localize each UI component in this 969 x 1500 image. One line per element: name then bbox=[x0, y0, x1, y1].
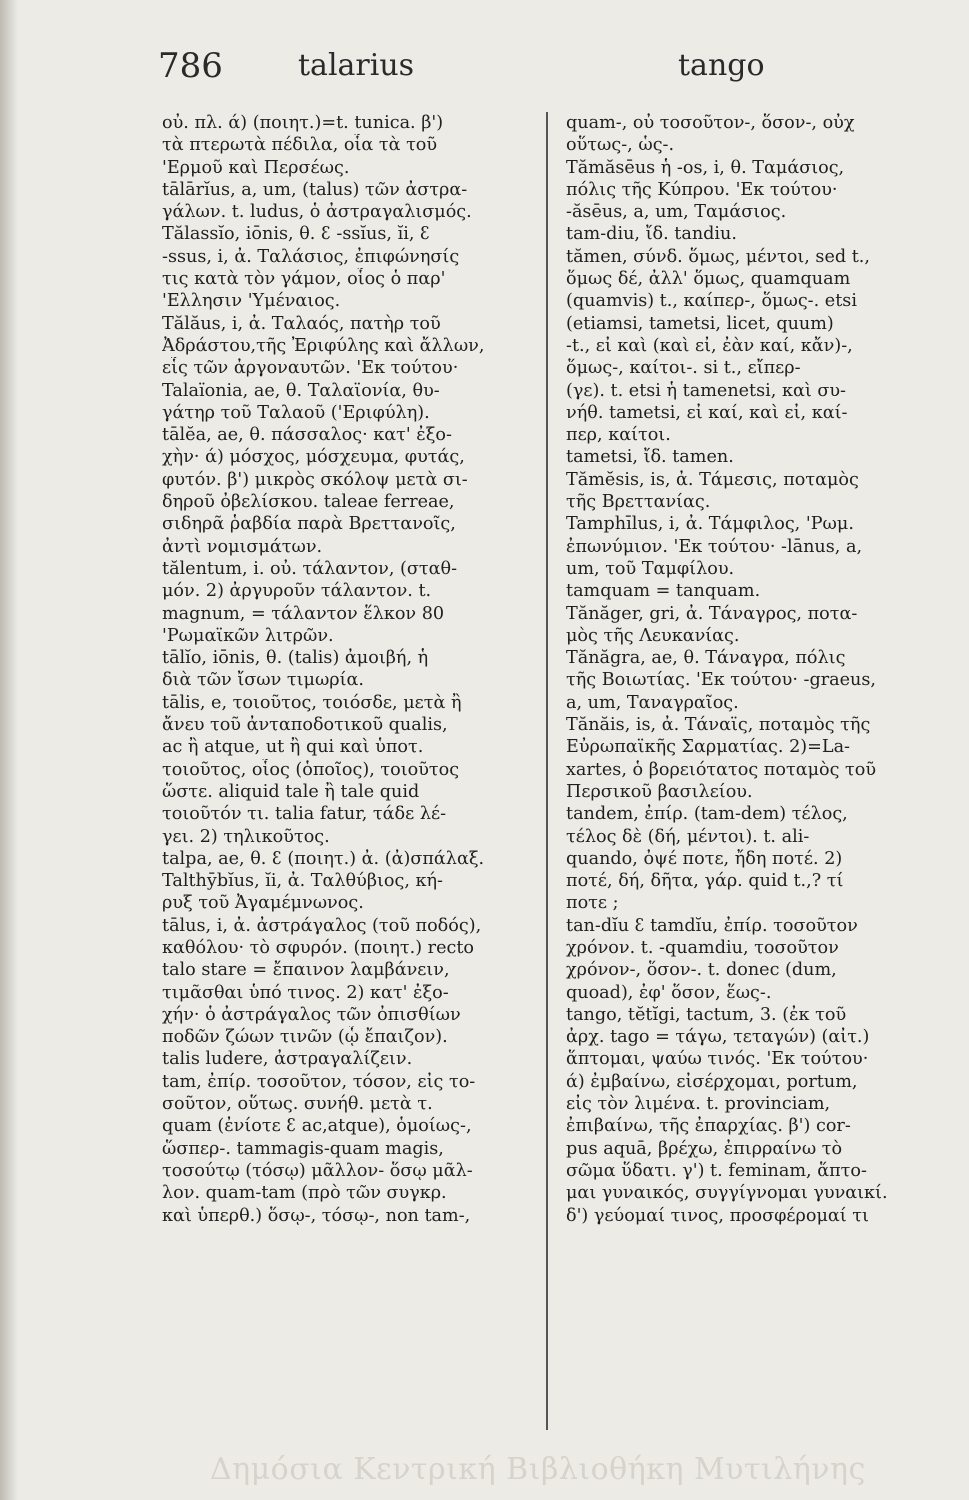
entry-line: -t., εἰ καὶ (καὶ εἰ, ἐὰν καί, κἄν)-, bbox=[566, 335, 853, 356]
entry-line: Εὐρωπαϊκῆς Σαρματίας. 2)=La- bbox=[566, 737, 850, 758]
entry-line: τοσούτῳ (τόσῳ) μᾶλλον- ὅσῳ μᾶλ- bbox=[162, 1160, 473, 1181]
library-watermark: Δημόσια Κεντρική Βιβλιοθήκη Μυτιλήνης bbox=[210, 1452, 866, 1487]
entry-line: γάτηρ τοῦ Ταλαοῦ ('Εριφύλη). bbox=[162, 402, 430, 423]
entry-line: γάλων. t. ludus, ὁ ἀστραγαλισμός. bbox=[162, 202, 472, 223]
entry-line: ρυξ τοῦ Ἀγαμέμνωνος. bbox=[162, 893, 364, 914]
entry-line: talis ludere, ἀστραγαλίζειν. bbox=[162, 1049, 413, 1070]
entry-line: σοῦτον, οὕτως. συνήθ. μετὰ τ. bbox=[162, 1094, 433, 1115]
entry-line: tam, ἐπίρ. τοσοῦτον, τόσον, εἰς το- bbox=[162, 1071, 476, 1092]
entry-line: λον. quam-tam (πρὸ τῶν συγκρ. bbox=[162, 1183, 447, 1204]
entry-line: tamquam = tanquam. bbox=[566, 581, 761, 602]
left-column bbox=[162, 112, 532, 1442]
entry-line: tālis, e, τοιοῦτος, τοιόσδε, μετὰ ἢ bbox=[162, 692, 462, 713]
entry-line: χρόνον. t. -quamdiu, τοσοῦτον bbox=[566, 937, 839, 958]
entry-line: σιδηρᾶ ῥαβδία παρὰ Βρεττανοῖς, bbox=[162, 514, 456, 535]
column-divider bbox=[546, 112, 548, 1430]
right-column bbox=[566, 112, 924, 1442]
entry-line: (quamvis) t., καίπερ-, ὅμως-. etsi bbox=[566, 291, 857, 312]
entry-line: ποδῶν ζώων τινῶν (ᾧ ἔπαιζον). bbox=[162, 1027, 448, 1048]
entry-line: Tămĕsis, is, ἀ. Τάμεσις, ποταμὸς bbox=[566, 469, 859, 490]
entry-line: ἐπιβαίνω, τῆς ἐπαρχίας. β') cor- bbox=[566, 1116, 851, 1137]
entry-line: τοιοῦτόν τι. talia fatur, τάδε λέ- bbox=[162, 804, 447, 825]
entry-line: tandem, ἐπίρ. (tam-dem) τέλος, bbox=[566, 804, 848, 825]
entry-line: τέλος δὲ (δή, μέντοι). t. ali- bbox=[566, 826, 810, 847]
entry-line: τῆς Βοιωτίας. 'Εκ τούτου· -graeus, bbox=[566, 670, 877, 691]
entry-line: ἐπωνύμιον. 'Εκ τούτου· -lānus, a, bbox=[566, 536, 863, 557]
page-number: 786 bbox=[158, 46, 223, 86]
entry-line: Tălăus, i, ἀ. Ταλαός, πατὴρ τοῦ bbox=[162, 313, 441, 334]
entry-line: γει. 2) τηλικοῦτος. bbox=[162, 826, 330, 847]
entry-line: a, um, Ταναγραῖος. bbox=[566, 692, 739, 713]
entry-line: ὅμως-, καίτοι-. si t., εἴπερ- bbox=[566, 358, 801, 379]
entry-line: tan-dĭu ꜫ tamdĭu, ἐπίρ. τοσοῦτον bbox=[566, 915, 858, 936]
entry-line: φυτόν. β') μικρὸς σκόλοψ μετὰ σι- bbox=[162, 469, 468, 490]
entry-line: tam-diu, ἴδ. tandiu. bbox=[566, 224, 737, 245]
left-guide-word: talarius bbox=[298, 48, 415, 83]
entry-line: δ') γεύομαί τινος, προσφέρομαί τι bbox=[566, 1205, 869, 1226]
entry-line: tango, tĕtĭgi, tactum, 3. (ἐκ τοῦ bbox=[566, 1004, 847, 1025]
entry-line: tālĕa, ae, θ. πάσσαλος· κατ' ἐξο- bbox=[162, 425, 452, 446]
entry-line: χήν· ὁ ἀστράγαλος τῶν ὀπισθίων bbox=[162, 1004, 461, 1025]
entry-line: καθόλου· τὸ σφυρόν. (ποιητ.) recto bbox=[162, 937, 475, 958]
entry-line: Talaïonia, ae, θ. Ταλαϊονία, θυ- bbox=[162, 380, 440, 401]
entry-line: τὰ πτερωτὰ πέδιλα, οἷα τὰ τοῦ bbox=[162, 135, 438, 156]
entry-line: Tălassĭo, iōnis, θ. ꜫ -ssĭus, ĭi, ꜫ bbox=[162, 224, 430, 245]
entry-line: pus aquā, βρέχω, ἐπιρραίνω τὸ bbox=[566, 1138, 843, 1159]
entry-line: ὥστε. aliquid tale ἢ tale quid bbox=[162, 781, 420, 802]
entry-line: quam (ἐνίοτε ꜫ ac,atque), ὁμοίως-, bbox=[162, 1116, 472, 1137]
entry-line: 'Ρωμαϊκῶν λιτρῶν. bbox=[162, 625, 334, 646]
entry-line: ἀρχ. tago = τάγω, τεταγών) (αἰτ.) bbox=[566, 1027, 870, 1048]
entry-line: Tănăger, gri, ἀ. Τάναγρος, ποτα- bbox=[566, 603, 858, 624]
entry-line: um, τοῦ Ταμφίλου. bbox=[566, 558, 735, 579]
entry-line: 'Ελλησιν 'Υμέναιος. bbox=[162, 291, 341, 312]
entry-line: (γε). t. etsi ἡ tamenetsi, καὶ συ- bbox=[566, 380, 846, 401]
entry-line: 'Ερμοῦ καὶ Περσέως. bbox=[162, 157, 350, 178]
entry-line: tālārĭus, a, um, (talus) τῶν ἀστρα- bbox=[162, 179, 468, 200]
entry-line: πόλις τῆς Κύπρου. 'Εκ τούτου· bbox=[566, 179, 838, 200]
entry-line: μαι γυναικός, συγγίγνομαι γυναικί. bbox=[566, 1183, 888, 1204]
entry-line: xartes, ὁ βορειότατος ποταμὸς τοῦ bbox=[566, 759, 877, 780]
entry-line: Περσικοῦ βασιλείου. bbox=[566, 781, 753, 802]
entry-line: -ssus, i, ἀ. Ταλάσιος, ἐπιφώνησίς bbox=[162, 246, 460, 267]
entry-line: (etiamsi, tametsi, licet, quum) bbox=[566, 313, 834, 334]
entry-line: εἷς τῶν ἀργοναυτῶν. 'Εκ τούτου· bbox=[162, 358, 459, 379]
entry-line: ποτε ; bbox=[566, 893, 619, 914]
entry-line: ac ἢ atque, ut ἢ qui καὶ ὑποτ. bbox=[162, 737, 424, 758]
entry-line: quoad), ἐφ' ὅσον, ἕως-. bbox=[566, 982, 772, 1003]
entry-line: μὸς τῆς Λευκανίας. bbox=[566, 625, 740, 646]
entry-line: ά) ἐμβαίνω, εἰσέρχομαι, portum, bbox=[566, 1071, 858, 1092]
entry-line: talpa, ae, θ. ꜫ (ποιητ.) ἀ. (ἀ)σπάλαξ. bbox=[162, 848, 485, 869]
entry-line: quam-, οὐ τοσοῦτον-, ὅσον-, οὐχ bbox=[566, 113, 855, 133]
entry-line: νήθ. tametsi, εἰ καί, καὶ εἰ, καί- bbox=[566, 402, 848, 423]
entry-line: Ἀδράστου,τῆς Ἐριφύλης καὶ ἄλλων, bbox=[162, 335, 485, 356]
entry-line: δηροῦ ὀβελίσκου. taleae ferreae, bbox=[162, 492, 455, 513]
entry-line: quando, ὀψέ ποτε, ἤδη ποτέ. 2) bbox=[566, 848, 843, 869]
entry-line: Tănăgra, ae, θ. Τάναγρα, πόλις bbox=[566, 648, 846, 669]
entry-line: τις κατὰ τὸν γάμον, οἷος ὁ παρ' bbox=[162, 269, 446, 290]
entry-line: tametsi, ἴδ. tamen. bbox=[566, 447, 734, 468]
entry-line: τιμᾶσθαι ὑπό τινος. 2) κατ' ἐξο- bbox=[162, 982, 449, 1003]
entry-line: μόν. 2) ἀργυροῦν τάλαντον. t. bbox=[162, 581, 432, 602]
entry-line: ἅπτομαι, ψαύω τινός. 'Εκ τούτου· bbox=[566, 1049, 869, 1070]
entry-line: εἰς τὸν λιμένα. t. provinciam, bbox=[566, 1094, 831, 1115]
entry-line: οὕτως-, ὡς-. bbox=[566, 135, 675, 156]
page-header bbox=[0, 46, 969, 106]
entry-line: talo stare = ἔπαινον λαμβάνειν, bbox=[162, 960, 450, 981]
entry-line: ἀντὶ νομισμάτων. bbox=[162, 536, 323, 557]
entry-line: ἄνευ τοῦ ἀνταποδοτικοῦ qualis, bbox=[162, 715, 448, 736]
entry-line: Talthȳbĭus, ĭi, ἀ. Ταλθύβιος, κή- bbox=[162, 871, 444, 892]
entry-line: Tămăsēus ἡ -os, i, θ. Ταμάσιος, bbox=[566, 157, 845, 178]
entry-line: Tănăis, is, ἀ. Τάναϊς, ποταμὸς τῆς bbox=[566, 715, 871, 736]
entry-line: χὴν· ά) μόσχος, μόσχευμα, φυτάς, bbox=[162, 447, 465, 468]
entry-line: ὅμως δέ, ἀλλ' ὅμως, quamquam bbox=[566, 269, 851, 290]
entry-line: magnum, = τάλαντον ἕλκον 80 bbox=[162, 603, 445, 624]
entry-line: tālus, i, ἀ. ἀστράγαλος (τοῦ ποδός), bbox=[162, 915, 482, 936]
entry-line: καὶ ὑπερθ.) ὅσῳ-, τόσῳ-, non tam-, bbox=[162, 1205, 471, 1226]
entry-line: Tamphīlus, i, ἀ. Τάμφιλος, 'Ρωμ. bbox=[566, 514, 854, 535]
entry-line: tālĭo, iōnis, θ. (talis) ἀμοιβή, ἡ bbox=[162, 648, 429, 669]
right-guide-word: tango bbox=[678, 48, 765, 83]
entry-line: οὐ. πλ. ά) (ποιητ.)=t. tunica. β') bbox=[162, 113, 444, 133]
entry-line: τῆς Βρεττανίας. bbox=[566, 492, 711, 513]
entry-line: διὰ τῶν ἴσων τιμωρία. bbox=[162, 670, 365, 691]
entry-line: σῶμα ὕδατι. γ') t. feminam, ἅπτο- bbox=[566, 1160, 867, 1181]
entry-line: tălentum, i. οὐ. τάλαντον, (σταθ- bbox=[162, 558, 458, 579]
entry-line: ποτέ, δή, δῆτα, γάρ. quid t.,? τί bbox=[566, 871, 844, 892]
entry-line: tămen, σύνδ. ὅμως, μέντοι, sed t., bbox=[566, 246, 870, 267]
entry-line: χρόνον-, ὅσον-. t. donec (dum, bbox=[566, 960, 837, 981]
entry-line: περ, καίτοι. bbox=[566, 425, 671, 446]
entry-line: τοιοῦτος, οἷος (ὁποῖος), τοιοῦτος bbox=[162, 759, 460, 780]
entry-line: ὥσπερ-. tammagis-quam magis, bbox=[162, 1138, 444, 1159]
entry-line: -ăsēus, a, um, Ταμάσιος. bbox=[566, 202, 787, 223]
